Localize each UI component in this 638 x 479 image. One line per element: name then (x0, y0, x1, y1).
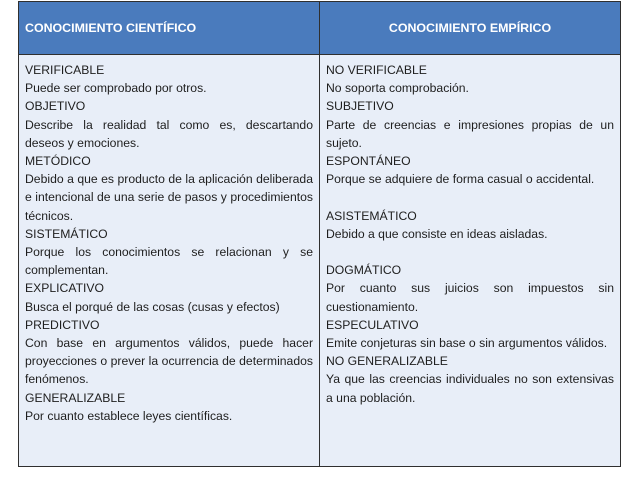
entry-explicativo (25, 279, 313, 315)
entry-objetivo (25, 97, 313, 152)
entry-title: NO VERIFICABLE (326, 63, 427, 77)
entry-description: Con base en argumentos válidos, puede hacer proyecciones o prever la ocurrencia de determinados fenómenos. (25, 336, 313, 387)
header-row (19, 2, 621, 55)
entry-title: GENERALIZABLE (25, 390, 126, 405)
entry-description: Describe la realidad tal como es, descartando deseos y emociones. (25, 117, 313, 150)
entry-espontaneo (326, 152, 614, 188)
entry-dogmatico (326, 261, 614, 316)
header-cientifico: CONOCIMIENTO CIENTÍFICO (19, 2, 320, 55)
entry-description: Porque se adquiere de forma casual o accidental. (326, 172, 595, 187)
empirico-column (320, 55, 621, 467)
entry-title: EXPLICATIVO (25, 281, 105, 296)
entry-title: SUBJETIVO (326, 99, 394, 114)
entry-no-generalizable (326, 352, 614, 407)
entry-asistematico (326, 207, 614, 243)
entry-title: METÓDICO (25, 154, 91, 169)
entry-description: Parte de creencias e impresiones propias de un sujeto. (326, 117, 614, 150)
comparison-table (18, 1, 621, 467)
header-empirico: CONOCIMIENTO EMPÍRICO (320, 2, 621, 55)
comparison-table-container (18, 1, 620, 467)
entry-description: Emite conjeturas sin base o sin argumentos válidos. (326, 336, 608, 351)
cientifico-column (19, 55, 320, 467)
entry-title: ASISTEMÁTICO (326, 208, 417, 223)
entry-title: DOGMÁTICO (326, 263, 402, 278)
entry-metodico (25, 152, 313, 225)
entry-generalizable (25, 389, 313, 425)
entry-title: PREDICTIVO (25, 317, 100, 332)
entry-description: Por cuanto sus juicios son impuestos sin cuestionamiento. (326, 281, 614, 314)
entry-no-verificable (326, 61, 614, 97)
entry-description: Debido a que consiste en ideas aisladas. (326, 226, 548, 241)
body-row (19, 55, 621, 467)
entry-description: Ya que las creencias individuales no son extensivas a una población. (326, 372, 614, 405)
entry-title: ESPECULATIVO (326, 317, 419, 332)
entry-description: Porque los conocimientos se relacionan y se complementan. (25, 245, 313, 278)
entry-description: Puede ser comprobado por otros. (25, 81, 207, 96)
entry-subjetivo (326, 97, 614, 152)
entry-sistematico (25, 225, 313, 280)
entry-predictivo (25, 316, 313, 389)
entry-description: No soporta comprobación. (326, 81, 469, 96)
entry-especulativo (326, 316, 614, 352)
entry-verificable (25, 61, 313, 97)
entry-title: OBJETIVO (25, 99, 86, 114)
entry-description: Debido a que es producto de la aplicación deliberada e intencional de una serie de pasos y procedimientos técnicos. (25, 172, 313, 223)
entry-title: NO GENERALIZABLE (326, 354, 448, 369)
entry-description: Por cuanto establece leyes científicas. (25, 408, 233, 423)
entry-title: ESPONTÁNEO (326, 154, 411, 169)
entry-description: Busca el porqué de las cosas (cusas y efectos) (25, 299, 280, 314)
entry-title: SISTEMÁTICO (25, 226, 108, 241)
entry-title: VERIFICABLE (25, 63, 105, 77)
